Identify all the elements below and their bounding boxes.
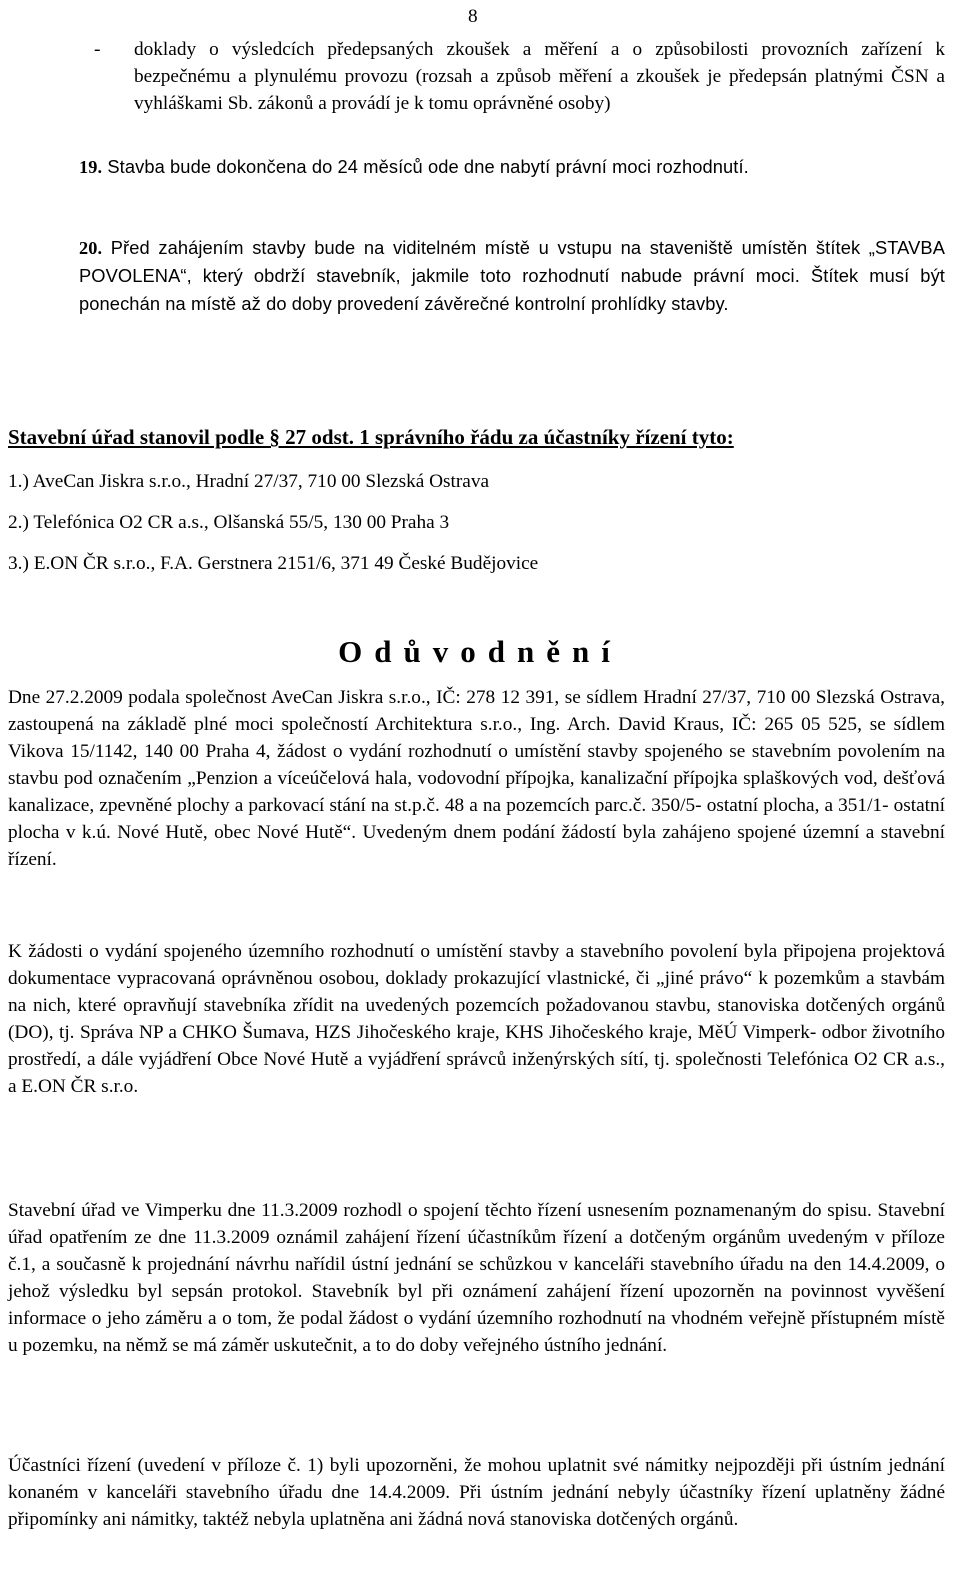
condition-label: 19.: [79, 157, 103, 177]
page-number: 8: [468, 6, 478, 27]
reasoning-paragraph-3: Stavební úřad ve Vimperku dne 11.3.2009 rozhodl o spojení těchto řízení usnesením poznamenaným do spisu. Stavební úřad opatřením ze dne 11.3.2009 oznámil zahájení řízení účastníkům řízení a dotčeným orgánům uvedeným v příloze č.1, a současně k projednání návrhu nařídil ústní jednání se schůzkou v kanceláři stavebního úřadu na den 14.4.2009, o jehož výsledku byl sepsán protokol. Stavebník byl při oznámení zahájení řízení upozorněn na povinnost vyvěšení informace o jeho záměru a o tom, že podal žádost o vydání územního rozhodnutí na vhodném veřejně přístupném místě u pozemku, na němž se má záměr uskutečnit, a to do doby veřejného ústního jednání.: [8, 1200, 945, 1356]
participant-3: 3.) E.ON ČR s.r.o., F.A. Gerstnera 2151/6, 371 49 České Budějovice: [8, 553, 539, 574]
condition-label: 20.: [79, 238, 103, 258]
participants-heading: Stavební úřad stanovil podle § 27 odst. 1 správního řádu za účastníky řízení tyto:: [8, 425, 734, 449]
list-item-documents: doklady o výsledcích předepsaných zkoušek a měření a o způsobilosti provozních zařízení k bezpečnému a plynulému provozu (rozsah a způsob měření a zkoušek je předepsán platnými ČSN a vyhláškami Sb. zákonů a provádí je k tomu oprávněné osoby): [134, 39, 945, 114]
participant-1: 1.) AveCan Jiskra s.r.o., Hradní 27/37, 710 00 Slezská Ostrava: [8, 471, 490, 492]
participant-2: 2.) Telefónica O2 CR a.s., Olšanská 55/5, 130 00 Praha 3: [8, 512, 450, 533]
condition-20: [79, 234, 945, 318]
list-bullet: -: [94, 39, 101, 60]
reasoning-paragraph-1: Dne 27.2.2009 podala společnost AveCan Jiskra s.r.o., IČ: 278 12 391, se sídlem Hradní 27/37, 710 00 Slezská Ostrava, zastoupená na základě plné moci společností Architektura s.r.o., Ing. Arch. David Kraus, IČ: 265 05 525, se sídlem Vikova 15/1142, 140 00 Praha 4, žádost o vydání rozhodnutí o umístění stavby spojeného se stavebním povolením na stavbu pod označením „Penzion a víceúčelová hala, vodovodní přípojka, kanalizační přípojka splaškových vod, dešťová kanalizace, zpevněné plochy a parkovací stání na st.p.č. 48 a na pozemcích parc.č. 350/5- ostatní plocha, a 351/1- ostatní plocha v k.ú. Nové Hutě, obec Nové Hutě“. Uvedeným dnem podání žádostí byla zahájeno spojené územní a stavební řízení.: [8, 687, 945, 870]
condition-text: Stavba bude dokončena do 24 měsíců ode dne nabytí právní moci rozhodnutí.: [107, 156, 749, 177]
reasoning-title: Odůvodnění: [338, 634, 622, 669]
reasoning-paragraph-4: Účastníci řízení (uvedení v příloze č. 1) byli upozorněni, že mohou uplatnit své námitky nejpozději při ústním jednání konaném v kanceláři stavebního úřadu dne 14.4.2009. Při ústním jednání nebyly účastníky řízení uplatněny žádné připomínky ani námitky, taktéž nebyla uplatněna ani žádná nová stanoviska dotčených orgánů.: [8, 1455, 945, 1530]
condition-text: Před zahájením stavby bude na viditelném místě u vstupu na staveniště umístěn štítek „STAVBA POVOLENA“, který obdrží stavebník, jakmile toto rozhodnutí nabude právní moci. Štítek musí být ponechán na místě až do doby provedení závěrečné kontrolní prohlídky stavby.: [79, 237, 945, 314]
condition-19: [79, 153, 945, 181]
reasoning-paragraph-2: K žádosti o vydání spojeného územního rozhodnutí o umístění stavby a stavebního povolení byla připojena projektová dokumentace vypracovaná oprávněnou osobou, doklady prokazující vlastnické, či „jiné právo“ k pozemkům a stavbám na nich, které opravňují stavebníka zřídit na uvedených pozemcích požadovanou stavbu, stanoviska dotčených orgánů (DO), tj. Správa NP a CHKO Šumava, HZS Jihočeského kraje, KHS Jihočeského kraje, MěÚ Vimperk- odbor životního prostředí, a dále vyjádření Obce Nové Hutě a vyjádření správců inženýrských sítí, tj. společnosti Telefónica O2 CR a.s., a E.ON ČR s.r.o.: [8, 941, 945, 1097]
